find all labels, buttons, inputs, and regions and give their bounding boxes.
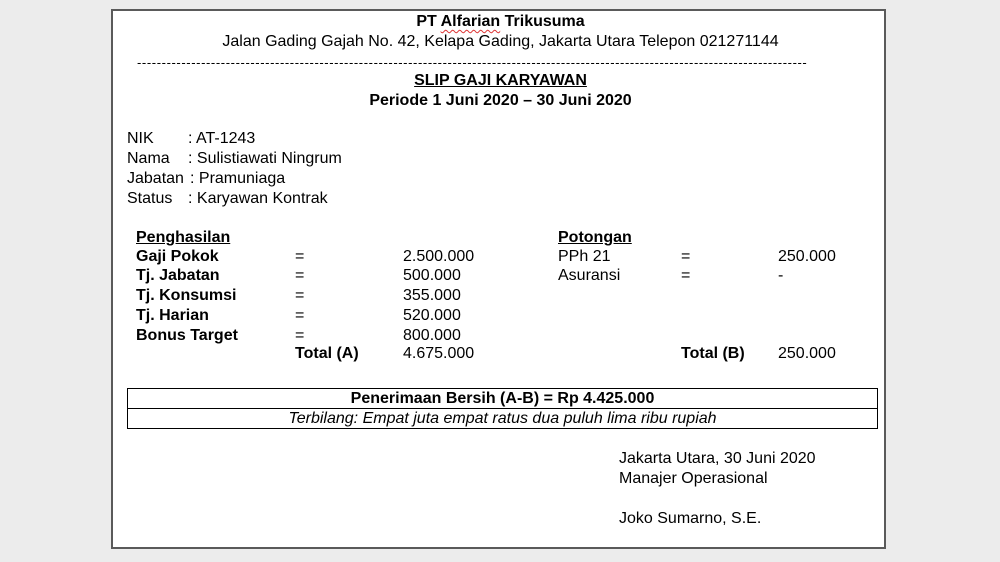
income-value: 500.000 <box>403 267 461 284</box>
deduction-eq: = <box>681 248 691 265</box>
income-label: Tj. Harian <box>136 307 209 324</box>
income-total-value: 4.675.000 <box>403 345 475 362</box>
income-eq: = <box>295 248 305 265</box>
status-label: Status <box>127 190 173 207</box>
signature-name: Joko Sumarno, S.E. <box>619 510 762 527</box>
company-name-suffix: Trikusuma <box>500 13 585 30</box>
income-eq: = <box>295 307 305 324</box>
deduction-value: - <box>778 267 784 284</box>
signature-place-date: Jakarta Utara, 30 Juni 2020 <box>619 450 816 467</box>
income-total-label: Total (A) <box>295 345 359 362</box>
income-label: Tj. Jabatan <box>136 267 220 284</box>
income-value: 355.000 <box>403 287 461 304</box>
status-value: : Karyawan Kontrak <box>188 190 328 207</box>
company-name-prefix: PT <box>416 13 441 30</box>
net-pay-in-words: Terbilang: Empat juta empat ratus dua puluh lima ribu rupiah <box>127 408 878 429</box>
name-label: Nama <box>127 150 170 167</box>
nik-label: NIK <box>127 130 154 147</box>
income-value: 520.000 <box>403 307 461 324</box>
net-pay-box: Penerimaan Bersih (A-B) = Rp 4.425.000 <box>127 388 878 409</box>
income-label: Gaji Pokok <box>136 248 219 265</box>
company-name-spellcheck-word: Alfarian <box>440 13 501 30</box>
separator-line: ---------------------------------------------------------------------------------------------------------------------------------------- <box>137 55 808 70</box>
income-eq: = <box>295 327 305 344</box>
salary-slip-document <box>111 9 886 549</box>
deductions-heading: Potongan <box>558 229 632 246</box>
company-name <box>113 13 888 31</box>
deduction-eq: = <box>681 267 691 284</box>
slip-period: Periode 1 Juni 2020 – 30 Juni 2020 <box>369 92 632 109</box>
income-value: 800.000 <box>403 327 461 344</box>
income-value: 2.500.000 <box>403 248 475 265</box>
position-label: Jabatan <box>127 170 184 187</box>
income-label: Bonus Target <box>136 327 238 344</box>
slip-title: SLIP GAJI KARYAWAN <box>414 72 587 89</box>
deduction-label: Asuransi <box>558 267 621 284</box>
nik-value: : AT-1243 <box>188 130 256 147</box>
deduction-total-label: Total (B) <box>681 345 745 362</box>
income-label: Tj. Konsumsi <box>136 287 237 304</box>
deduction-total-value: 250.000 <box>778 345 836 362</box>
signature-role: Manajer Operasional <box>619 470 768 487</box>
income-heading: Penghasilan <box>136 229 231 246</box>
deduction-value: 250.000 <box>778 248 836 265</box>
company-address: Jalan Gading Gajah No. 42, Kelapa Gading, Jakarta Utara Telepon 021271144 <box>222 33 779 50</box>
position-value: : Pramuniaga <box>190 170 286 187</box>
income-eq: = <box>295 287 305 304</box>
name-value: : Sulistiawati Ningrum <box>188 150 342 167</box>
deduction-label: PPh 21 <box>558 248 611 265</box>
income-eq: = <box>295 267 305 284</box>
